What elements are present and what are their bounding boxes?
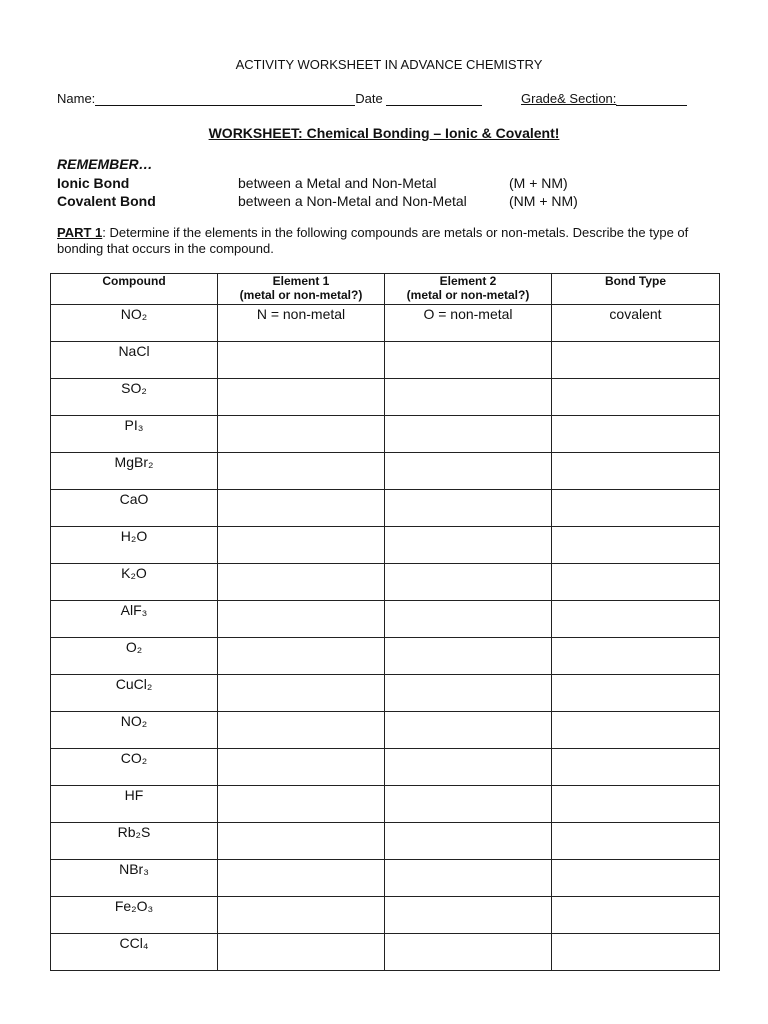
bond-type-cell[interactable]	[552, 490, 720, 527]
compound-cell: CuCl₂	[51, 675, 218, 712]
element-1-cell[interactable]	[218, 749, 385, 786]
element-2-cell[interactable]	[385, 416, 552, 453]
table-row	[51, 342, 720, 379]
table-row	[51, 749, 720, 786]
compound-cell: NBr₃	[51, 860, 218, 897]
table-row	[51, 860, 720, 897]
bond-type-cell[interactable]	[552, 527, 720, 564]
element-1-cell[interactable]	[218, 675, 385, 712]
table-row	[51, 305, 720, 342]
element-2-cell[interactable]	[385, 638, 552, 675]
bond-type-cell[interactable]	[552, 416, 720, 453]
part1-label: PART 1	[57, 225, 103, 240]
table-row	[51, 490, 720, 527]
compound-cell: MgBr₂	[51, 453, 218, 490]
element-1-cell[interactable]	[218, 712, 385, 749]
date-blank[interactable]	[386, 92, 482, 106]
element-2-cell[interactable]	[385, 379, 552, 416]
compound-cell: NO₂	[51, 305, 218, 342]
element-2-cell[interactable]	[385, 749, 552, 786]
compounds-table	[50, 273, 720, 971]
compound-cell: CO₂	[51, 749, 218, 786]
element-1-cell[interactable]	[218, 860, 385, 897]
bond-type-cell[interactable]	[552, 897, 720, 934]
grade-section-label: Grade& Section:	[521, 91, 617, 106]
bond-type-cell[interactable]	[552, 786, 720, 823]
element-2-cell[interactable]	[385, 934, 552, 971]
table-row	[51, 675, 720, 712]
bond-type-cell[interactable]	[552, 934, 720, 971]
header-element-2: Element 2 (metal or non-metal?)	[385, 274, 552, 305]
element-1-cell[interactable]	[218, 934, 385, 971]
bond-type-cell[interactable]	[552, 379, 720, 416]
element-2-cell[interactable]	[385, 897, 552, 934]
bond-type-cell[interactable]	[552, 712, 720, 749]
compound-cell: SO₂	[51, 379, 218, 416]
compound-cell: NO₂	[51, 712, 218, 749]
element-2-cell[interactable]	[385, 823, 552, 860]
element-1-cell[interactable]	[218, 786, 385, 823]
bond-type-cell[interactable]	[552, 749, 720, 786]
bond-type-cell[interactable]	[552, 675, 720, 712]
table-row	[51, 638, 720, 675]
table-row	[51, 823, 720, 860]
bond-name: Ionic Bond	[57, 175, 130, 191]
part1-text: : Determine if the elements in the following compounds are metals or non-metals. Describe the type of bonding that occurs in the compound.	[57, 225, 689, 256]
element-1-cell[interactable]: N = non-metal	[218, 305, 385, 342]
element-1-cell[interactable]	[218, 453, 385, 490]
element-1-cell[interactable]	[218, 638, 385, 675]
element-1-cell[interactable]	[218, 490, 385, 527]
element-2-cell[interactable]	[385, 564, 552, 601]
table-row	[51, 897, 720, 934]
compound-cell: HF	[51, 786, 218, 823]
bond-type-cell[interactable]	[552, 453, 720, 490]
bond-abbreviation: (M + NM)	[509, 175, 568, 191]
table-row	[51, 564, 720, 601]
table-row	[51, 527, 720, 564]
header-element-1: Element 1 (metal or non-metal?)	[218, 274, 385, 305]
compound-cell: NaCl	[51, 342, 218, 379]
element-2-cell[interactable]	[385, 342, 552, 379]
grade-section-line	[521, 91, 687, 106]
date-label: Date	[355, 91, 387, 106]
table-header-row	[51, 274, 720, 305]
bond-type-cell[interactable]	[552, 638, 720, 675]
table-row	[51, 712, 720, 749]
grade-section-blank[interactable]	[616, 92, 687, 106]
element-1-cell[interactable]	[218, 342, 385, 379]
bond-type-cell[interactable]	[552, 564, 720, 601]
compound-cell: O₂	[51, 638, 218, 675]
bond-type-cell[interactable]	[552, 601, 720, 638]
compound-cell: PI₃	[51, 416, 218, 453]
compound-cell: CaO	[51, 490, 218, 527]
name-label: Name:	[57, 91, 96, 106]
bond-description: between a Non-Metal and Non-Metal	[238, 193, 467, 209]
compound-cell: Rb₂S	[51, 823, 218, 860]
bond-type-cell[interactable]: covalent	[552, 305, 720, 342]
element-1-cell[interactable]	[218, 897, 385, 934]
table-row	[51, 379, 720, 416]
element-2-cell[interactable]: O = non-metal	[385, 305, 552, 342]
worksheet-title: WORKSHEET: Chemical Bonding – Ionic & Covalent!	[208, 125, 560, 141]
header-bond-type: Bond Type	[552, 274, 720, 305]
header-compound: Compound	[51, 274, 218, 305]
bond-type-cell[interactable]	[552, 823, 720, 860]
element-1-cell[interactable]	[218, 379, 385, 416]
element-1-cell[interactable]	[218, 601, 385, 638]
element-1-cell[interactable]	[218, 527, 385, 564]
element-1-cell[interactable]	[218, 416, 385, 453]
element-2-cell[interactable]	[385, 675, 552, 712]
name-blank[interactable]	[95, 92, 355, 106]
name-date-line	[57, 91, 482, 106]
element-2-cell[interactable]	[385, 786, 552, 823]
bond-type-cell[interactable]	[552, 860, 720, 897]
compound-cell: CCl₄	[51, 934, 218, 971]
bond-description: between a Metal and Non-Metal	[238, 175, 437, 191]
table-row	[51, 416, 720, 453]
element-2-cell[interactable]	[385, 453, 552, 490]
part1-instructions	[57, 225, 717, 257]
table-row	[51, 786, 720, 823]
table-row	[51, 934, 720, 971]
element-2-cell[interactable]	[385, 712, 552, 749]
compound-cell: AlF₃	[51, 601, 218, 638]
activity-title: ACTIVITY WORKSHEET IN ADVANCE CHEMISTRY	[235, 57, 543, 72]
table-row	[51, 601, 720, 638]
element-2-cell[interactable]	[385, 490, 552, 527]
compound-cell: H₂O	[51, 527, 218, 564]
element-1-cell[interactable]	[218, 564, 385, 601]
bond-name: Covalent Bond	[57, 193, 156, 209]
remember-heading: REMEMBER…	[57, 156, 153, 172]
element-2-cell[interactable]	[385, 860, 552, 897]
bond-abbreviation: (NM + NM)	[509, 193, 578, 209]
element-2-cell[interactable]	[385, 601, 552, 638]
compound-cell: Fe₂O₃	[51, 897, 218, 934]
element-1-cell[interactable]	[218, 823, 385, 860]
element-2-cell[interactable]	[385, 527, 552, 564]
bond-type-cell[interactable]	[552, 342, 720, 379]
compound-cell: K₂O	[51, 564, 218, 601]
table-row	[51, 453, 720, 490]
